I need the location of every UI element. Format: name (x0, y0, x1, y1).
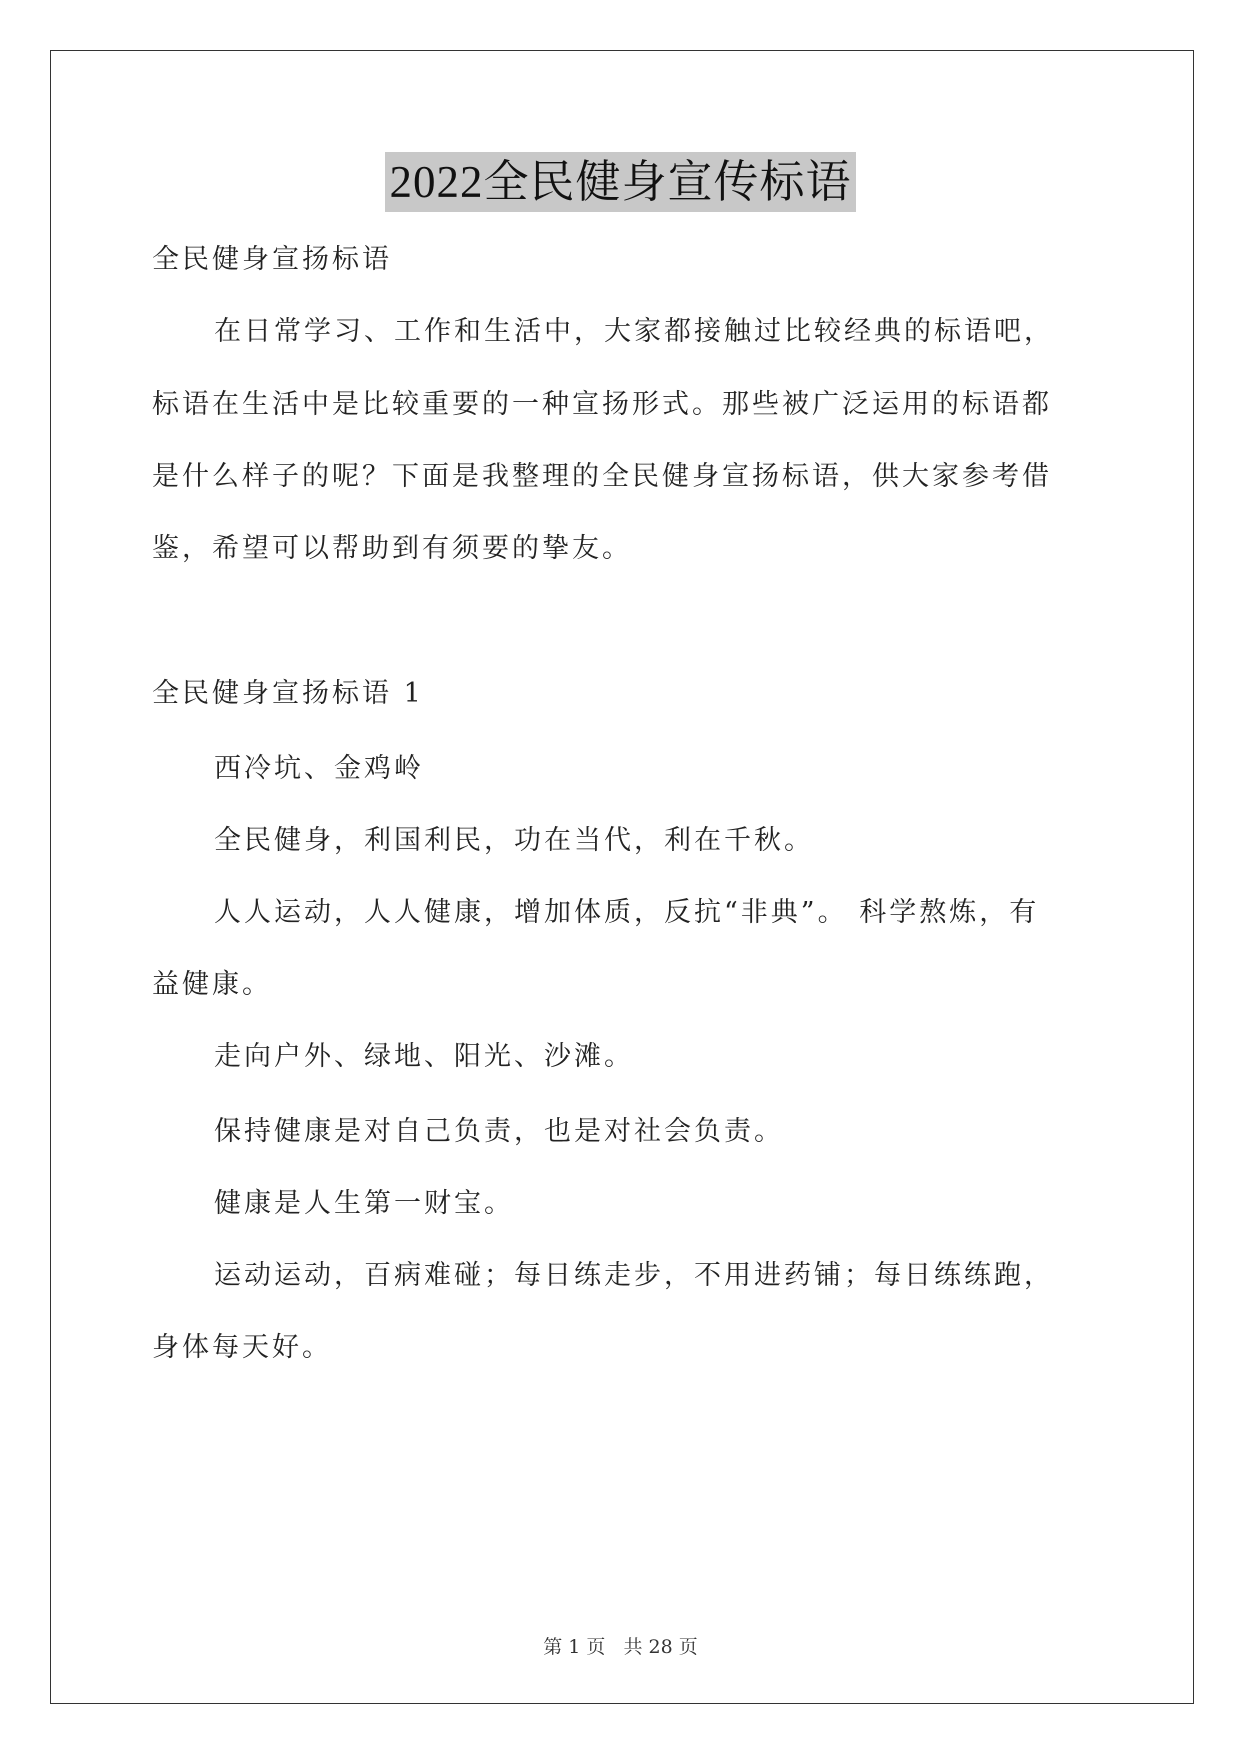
title-container (0, 152, 1241, 212)
intro-line: 标语在生活中是比较重要的一种宣扬形式。那些被广泛运用的标语都 (152, 389, 1052, 420)
slogan-line: 益健康。 (152, 969, 272, 1000)
page-footer (0, 1632, 1241, 1659)
slogan-line: 人人运动，人人健康，增加体质，反抗“非典”。 科学熬炼，有 (214, 897, 1040, 928)
slogan-line: 西冷坑、金鸡岭 (214, 753, 424, 784)
page-number: 第 1 页 (543, 1636, 606, 1658)
page-total: 共 28 页 (623, 1636, 698, 1658)
document-title: 2022全民健身宣传标语 (385, 152, 855, 212)
slogan-line: 全民健身，利国利民，功在当代，利在千秋。 (214, 825, 814, 856)
slogan-line: 走向户外、绿地、阳光、沙滩。 (214, 1041, 634, 1072)
slogan-line: 身体每天好。 (152, 1332, 332, 1363)
page-border (50, 50, 1194, 1704)
slogan-line: 运动运动，百病难碰；每日练走步，不用进药铺；每日练练跑， (214, 1260, 1054, 1291)
section-heading: 全民健身宣扬标语 1 (152, 678, 424, 709)
slogan-line: 保持健康是对自己负责，也是对社会负责。 (214, 1116, 784, 1147)
intro-line: 是什么样子的呢？下面是我整理的全民健身宣扬标语，供大家参考借 (152, 461, 1052, 492)
intro-line: 鉴，希望可以帮助到有须要的挚友。 (152, 533, 632, 564)
subtitle: 全民健身宣扬标语 (152, 244, 392, 275)
intro-line: 在日常学习、工作和生活中，大家都接触过比较经典的标语吧， (214, 316, 1054, 347)
slogan-line: 健康是人生第一财宝。 (214, 1188, 514, 1219)
